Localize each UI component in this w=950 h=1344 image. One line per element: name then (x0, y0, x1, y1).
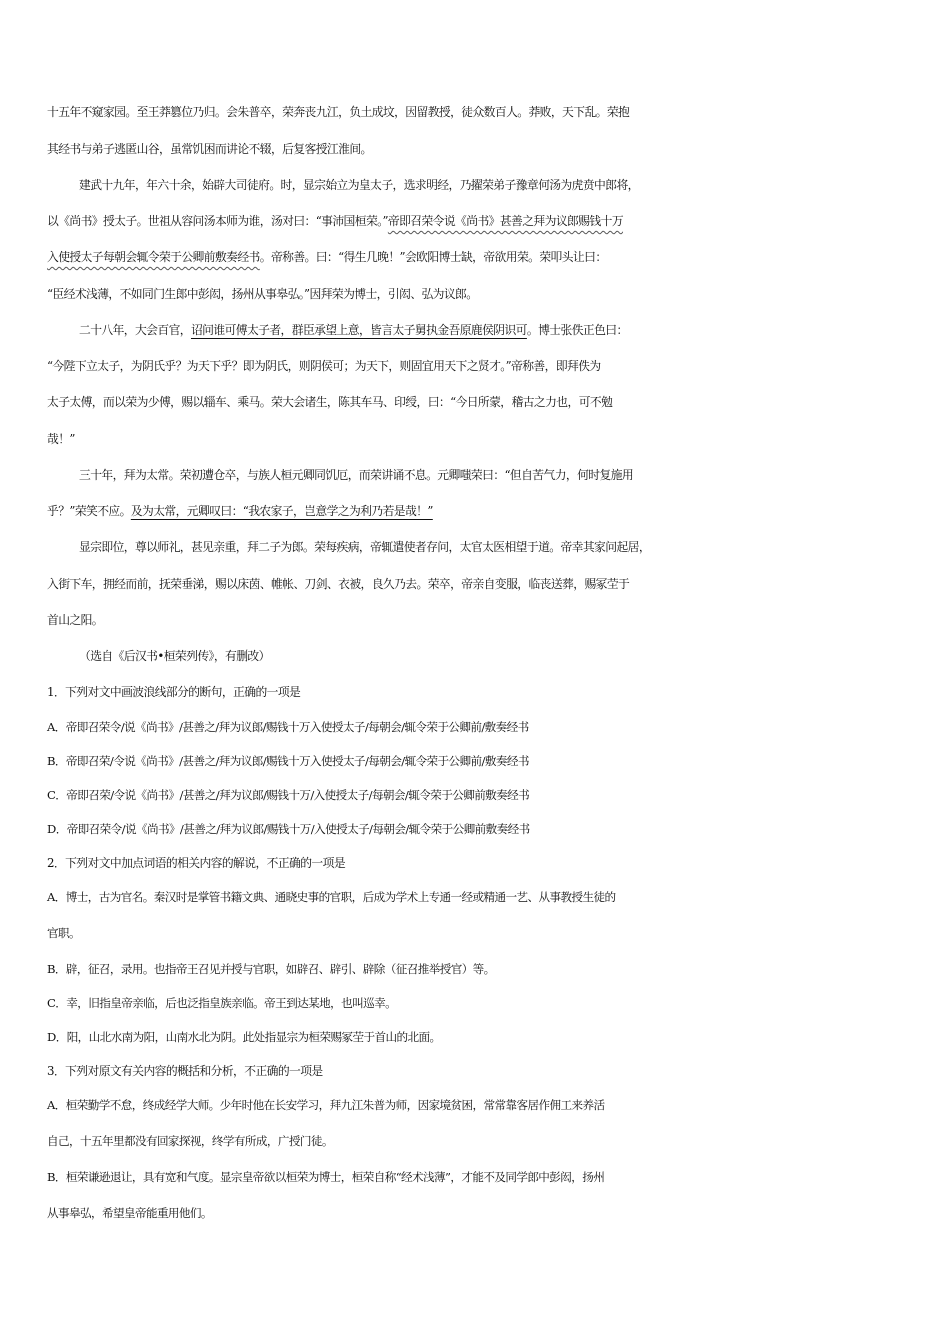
passage-text: 以《尚书》授太子。世祖从容问汤本师为谁，汤对曰：“事沛国桓荣。” (47, 214, 388, 228)
underlined-text: 及为太常，元卿叹曰：“我农家子，岂意学之为利乃若是哉！” (130, 504, 433, 518)
passage-line: 三十年，拜为太常。荣初遭仓卒，与族人桓元卿同饥厄，而荣讲诵不息。元卿嗤荣曰：“但自苦气力，何时复施用 (79, 468, 634, 482)
wavy-underlined-text: 入使授太子每朝会辄令荣于公卿前敷奏经书 (47, 250, 260, 264)
passage-line (79, 320, 939, 340)
question-3-option-a: A．桓荣勤学不怠，终成经学大师。少年时他在长安学习，拜九江朱普为师，因家境贫困，常常靠客居作佣工来养活 (47, 1098, 605, 1112)
question-2-option-d: D．阳，山北水南为阳，山南水北为阴。此处指显宗为桓荣赐冢茔于首山的北面。 (47, 1030, 441, 1044)
question-2-option-a: A．博士，古为官名。秦汉时是掌管书籍文典、通晓史事的官职，后成为学术上专通一经或精通一艺、从事教授生徒的 (47, 890, 616, 904)
wavy-underlined-text: 帝即召荣令说《尚书》甚善之拜为议郎赐钱十万 (387, 214, 624, 228)
passage-line: 其经书与弟子逃匿山谷，虽常饥困而讲论不辍，后复客授江淮间。 (47, 142, 372, 156)
passage-line (47, 211, 907, 231)
passage-line (47, 247, 907, 267)
passage-line: 十五年不窥家园。至王莽篡位乃归。会朱普卒，荣奔丧九江，负土成坟，因留教授，徒众数百人。莽败，天下乱。荣抱 (47, 105, 630, 119)
passage-line: 哉！” (47, 432, 75, 446)
passage-text: 二十八年，大会百官， (79, 323, 191, 337)
question-3-option-a-cont: 自己，十五年里都没有回家探视，终学有所成，广授门徒。 (47, 1134, 333, 1148)
passage-source: （选自《后汉书•桓荣列传》，有删改） (79, 649, 270, 663)
passage-line: 显宗即位，尊以师礼，甚见亲重，拜二子为郎。荣每疾病，帝辄遣使者存问，太官太医相望于道。帝幸其家问起居， (79, 540, 651, 554)
passage-line: 建武十九年，年六十余，始辟大司徒府。时，显宗始立为皇太子，选求明经，乃擢荣弟子豫章何汤为虎贲中郎将， (79, 178, 639, 192)
passage-line: 入街下车，拥经而前，抚荣垂涕，赐以床茵、帷帐、刀剑、衣被，良久乃去。荣卒，帝亲自变服，临丧送葬，赐冢茔于 (47, 577, 630, 591)
question-2-option-b: B．辟，征召，录用。也指帝王召见并授与官职，如辟召、辟引、辟除（征召推举授官）等。 (47, 962, 495, 976)
passage-text: 乎？”荣笑不应。 (47, 504, 131, 518)
question-3-option-b: B．桓荣谦逊退让，具有宽和气度。显宗皇帝欲以桓荣为博士，桓荣自称“经术浅薄”，才能不及同学郎中彭闳，扬州 (47, 1170, 605, 1184)
question-1-stem: 1．下列对文中画波浪线部分的断句，正确的一项是 (47, 685, 301, 699)
question-1-option-c: C．帝即召荣/令说《尚书》/甚善之/拜为议郎/赐钱十万/入使授太子/每朝会/辄令荣于公卿前敷奏经书 (47, 788, 530, 802)
passage-text: 。帝称善。曰：“得生几晚！”会欧阳博士缺，帝欲用荣。荣叩头让曰： (259, 250, 607, 264)
passage-line: “臣经术浅薄，不如同门生郎中彭闳，扬州从事皋弘。”因拜荣为博士，引闳、弘为议郎。 (47, 287, 478, 301)
question-3-option-b-cont: 从事皋弘，希望皇帝能重用他们。 (47, 1206, 212, 1220)
passage-line: “今陛下立太子，为阴氏乎？为天下乎？即为阴氏，则阴侯可；为天下，则固宜用天下之贤才。”帝称善，即拜佚为 (47, 359, 601, 373)
passage-line (47, 501, 907, 521)
question-2-stem: 2．下列对文中加点词语的相关内容的解说，不正确的一项是 (47, 856, 346, 870)
underlined-text: 诏问谁可傅太子者，群臣承望上意，皆言太子舅执金吾原鹿侯阴识可 (190, 323, 527, 337)
passage-text: 。博士张佚正色曰： (526, 323, 628, 337)
passage-line: 首山之阳。 (47, 613, 103, 627)
question-1-option-b: B．帝即召荣/令说《尚书》/甚善之/拜为议郎/赐钱十万入使授太子/每朝会/辄令荣于公卿前/敷奏经书 (47, 754, 529, 768)
question-2-option-a-cont: 官职。 (47, 926, 80, 940)
question-3-stem: 3．下列对原文有关内容的概括和分析，不正确的一项是 (47, 1064, 323, 1078)
question-1-option-a: A．帝即召荣令/说《尚书》/甚善之/拜为议郎/赐钱十万入使授太子/每朝会/辄令荣于公卿前/敷奏经书 (47, 720, 529, 734)
question-2-option-c: C．幸，旧指皇帝亲临，后也泛指皇族亲临。帝王到达某地，也叫巡幸。 (47, 996, 397, 1010)
passage-line: 太子太傅，而以荣为少傅，赐以辎车、乘马。荣大会诸生，陈其车马、印绶，曰：“今日所蒙，稽古之力也，可不勉 (47, 395, 613, 409)
question-1-option-d: D．帝即召荣令/说《尚书》/甚善之/拜为议郎/赐钱十万/入使授太子/每朝会/辄令荣于公卿前敷奏经书 (47, 822, 530, 836)
